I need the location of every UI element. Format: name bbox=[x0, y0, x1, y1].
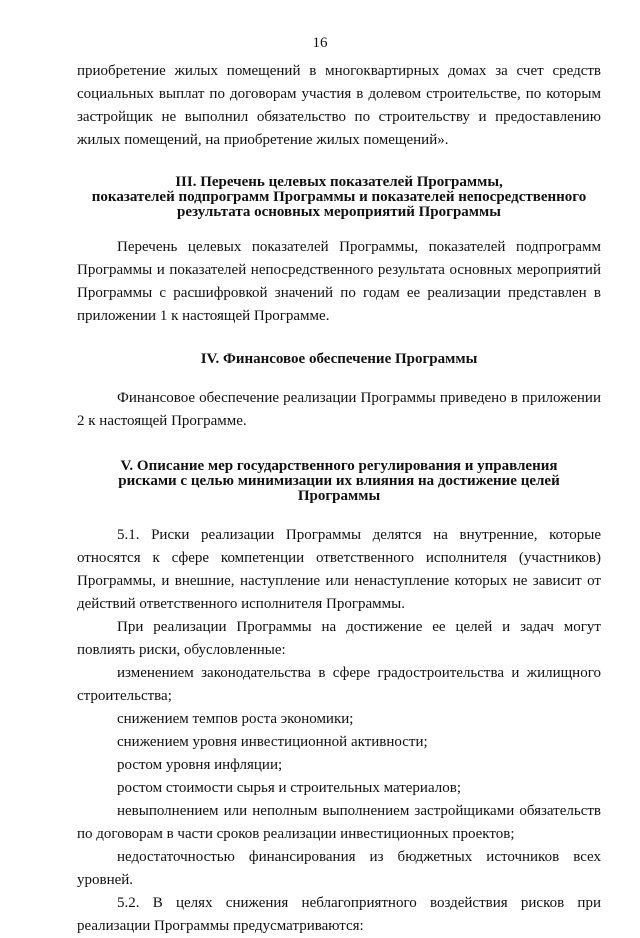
risk-list-item: ростом уровня инфляции; bbox=[117, 757, 283, 773]
risk-list-item: изменением законодательства в сфере градостроительства и жилищного строительства; bbox=[77, 665, 601, 704]
section-5-paragraph: При реализации Программы на достижение ее целей и задач могут повлиять риски, обусловленные: bbox=[77, 619, 601, 658]
section-5-heading-line: Программы bbox=[297, 488, 381, 504]
page-content bbox=[77, 60, 601, 938]
section-5-paragraph: 5.1. Риски реализации Программы делятся на внутренние, которые относятся к сфере компетенции ответственного исполнителя (участников) Программы, и внешние, наступление или ненаступление которых не зависит от действий ответственного исполнителя Программы. bbox=[77, 527, 601, 612]
section-5-heading-line: рисками с целью минимизации их влияния на достижение целей bbox=[118, 473, 560, 489]
risk-list-item: снижением темпов роста экономики; bbox=[117, 711, 354, 727]
section-3-heading-line: результата основных мероприятий Программы bbox=[177, 204, 501, 220]
risk-list-item: снижением уровня инвестиционной активности; bbox=[117, 734, 428, 750]
section-3-paragraph: Перечень целевых показателей Программы, показателей подпрограмм Программы и показателей непосредственного результата основных мероприятий Программы с расшифровкой значений по годам ее реализации представлен в приложении 1 к настоящей Программе. bbox=[77, 239, 601, 324]
section-3-heading bbox=[77, 175, 601, 220]
section-5-heading-line: V. Описание мер государственного регулирования и управления bbox=[120, 458, 558, 474]
section-3-heading-line: III. Перечень целевых показателей Программы, bbox=[175, 174, 503, 190]
intro-paragraph: приобретение жилых помещений в многоквартирных домах за счет средств социальных выплат по договорам участия в долевом строительстве, по которым застройщик не выполнил обязательство по строительству и предоставлению жилых помещений, на приобретение жилых помещений». bbox=[77, 63, 601, 148]
risk-list-item: недостаточностью финансирования из бюджетных источников всех уровней. bbox=[77, 849, 601, 888]
risk-list-item: ростом стоимости сырья и строительных материалов; bbox=[117, 780, 461, 796]
section-5-heading bbox=[77, 459, 601, 504]
page-number: 16 bbox=[312, 35, 328, 51]
section-3-heading-line: показателей подпрограмм Программы и показателей непосредственного bbox=[91, 189, 587, 205]
section-4-heading bbox=[77, 352, 601, 367]
section-4-heading-line: IV. Финансовое обеспечение Программы bbox=[200, 351, 478, 367]
section-4-paragraph: Финансовое обеспечение реализации Программы приведено в приложении 2 к настоящей Программе. bbox=[77, 390, 601, 429]
risk-list-item: невыполнением или неполным выполнением застройщиками обязательств по договорам в части сроков реализации инвестиционных проектов; bbox=[77, 803, 601, 842]
section-5-paragraph: 5.2. В целях снижения неблагоприятного воздействия рисков при реализации Программы предусматриваются: bbox=[77, 895, 601, 934]
